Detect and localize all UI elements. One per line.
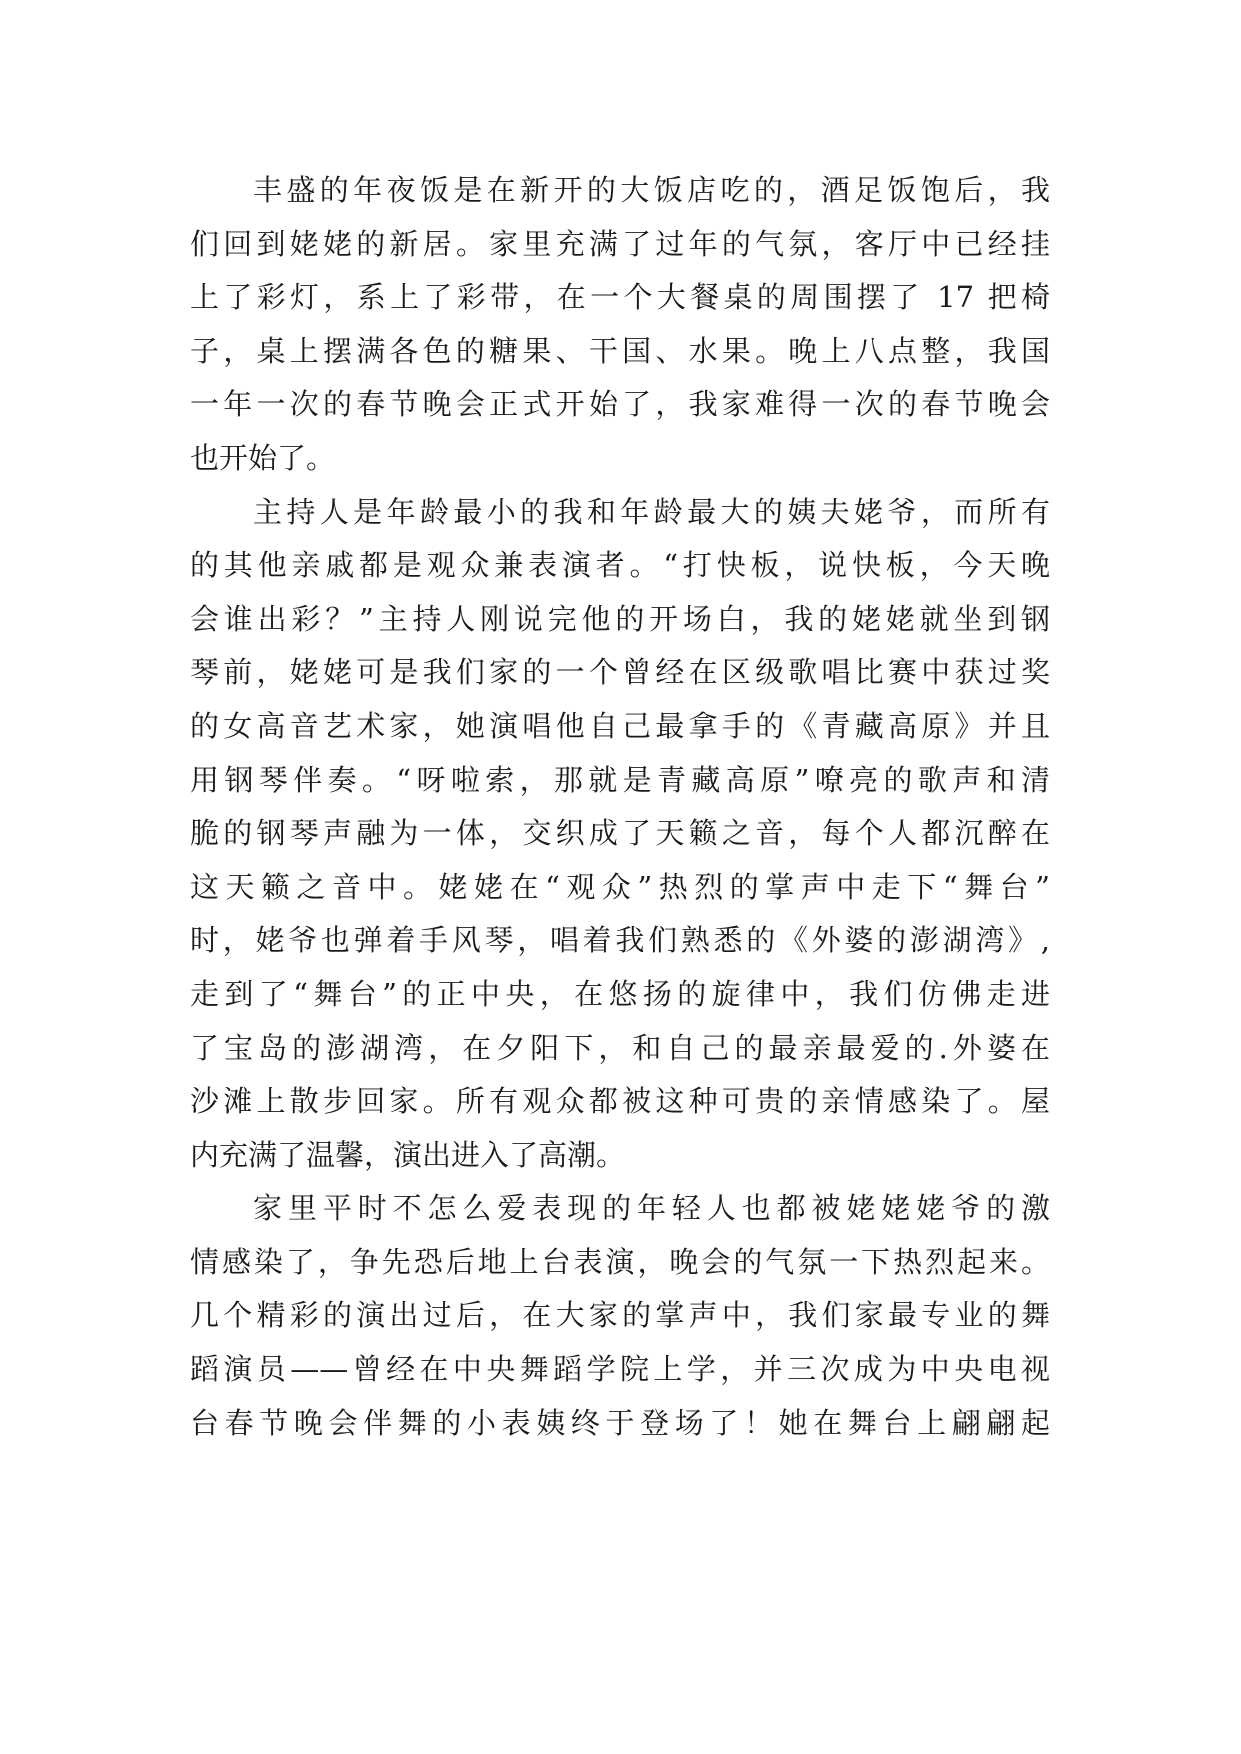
paragraph-1-line-6: 也开始了。 — [190, 440, 336, 475]
paragraph-3-line-3: 几个精彩的演出过后，在大家的掌声中，我们家最专业的舞 — [190, 1298, 1050, 1333]
paragraph-3-line-1: 家里平时不怎么爱表现的年轻人也都被姥姥姥爷的激 — [253, 1191, 1050, 1226]
paragraph-3-line-2: 情感染了，争先恐后地上台表演，晚会的气氛一下热烈起来。 — [190, 1244, 1050, 1279]
paragraph-2-line-5: 的女高音艺术家，她演唱他自己最拿手的《青藏高原》并且 — [190, 708, 1050, 743]
article-body — [190, 164, 1050, 1450]
paragraph-1-line-1: 丰盛的年夜饭是在新开的大饭店吃的，酒足饭饱后，我 — [253, 173, 1050, 207]
paragraph-1-line-3: 上了彩灯，系上了彩带，在一个大餐桌的周围摆了 17 把椅 — [190, 280, 1050, 315]
paragraph-2-line-1: 主持人是年龄最小的我和年龄最大的姨夫姥爷，而所有 — [253, 494, 1050, 529]
paragraph-1-line-4: 子，桌上摆满各色的糖果、干国、水果。晚上八点整，我国 — [190, 333, 1050, 368]
paragraph-2-line-7: 脆的钢琴声融为一体，交织成了天籁之音，每个人都沉醉在 — [190, 816, 1050, 851]
paragraph-1-line-5: 一年一次的春节晚会正式开始了，我家难得一次的春节晚会 — [190, 387, 1050, 422]
paragraph-2-line-10: 走到了“舞台”的正中央，在悠扬的旋律中，我们仿佛走进 — [190, 976, 1050, 1011]
paragraph-2-line-8: 这天籁之音中。姥姥在“观众”热烈的掌声中走下“舞台” — [190, 869, 1050, 904]
paragraph-2-line-9: 时，姥爷也弹着手风琴，唱着我们熟悉的《外婆的澎湖湾》, — [190, 923, 1050, 958]
paragraph-3-line-4: 蹈演员——曾经在中央舞蹈学院上学，并三次成为中央电视 — [190, 1352, 1050, 1387]
paragraph-2-line-2: 的其他亲戚都是观众兼表演者。“打快板，说快板，今天晚 — [190, 548, 1050, 583]
paragraph-1-line-2: 们回到姥姥的新居。家里充满了过年的气氛，客厅中已经挂 — [190, 226, 1050, 261]
paragraph-2-line-4: 琴前，姥姥可是我们家的一个曾经在区级歌唱比赛中获过奖 — [190, 655, 1050, 690]
paragraph-2-line-3: 会谁出彩？”主持人刚说完他的开场白，我的姥姥就坐到钢 — [190, 601, 1050, 636]
paragraph-2-line-11: 了宝岛的澎湖湾，在夕阳下，和自己的最亲最爱的.外婆在 — [190, 1030, 1050, 1065]
paragraph-2-line-6: 用钢琴伴奏。“呀啦索，那就是青藏高原”嘹亮的歌声和清 — [190, 762, 1050, 797]
paragraph-2-line-12: 沙滩上散步回家。所有观众都被这种可贵的亲情感染了。屋 — [190, 1084, 1050, 1119]
paragraph-3-line-5: 台春节晚会伴舞的小表姨终于登场了！她在舞台上翩翩起 — [190, 1405, 1050, 1440]
paragraph-2-line-13: 内充满了温馨，演出进入了高潮。 — [190, 1137, 626, 1172]
